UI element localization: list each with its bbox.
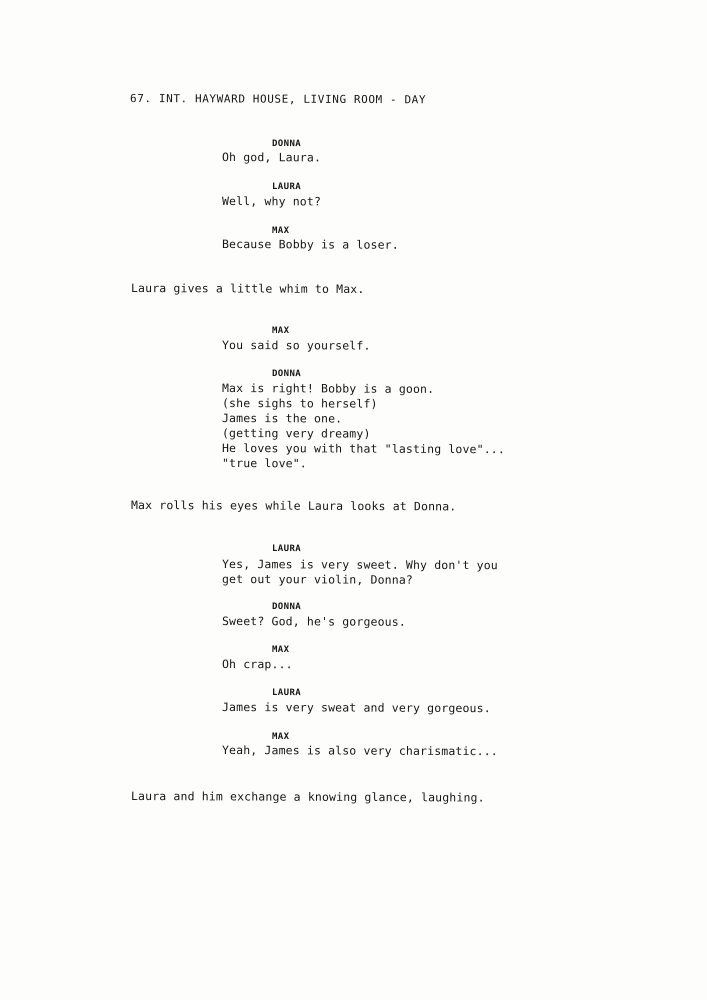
action-line: Max rolls his eyes while Laura looks at Donna. — [130, 498, 457, 514]
action-line: Laura and him exchange a knowing glance, laughing. — [130, 789, 485, 805]
character-name: MAX — [271, 326, 290, 337]
action-line: Laura gives a little whim to Max. — [130, 281, 365, 297]
character-name: DONNA — [271, 602, 302, 613]
dialogue-line: James is the one. — [221, 411, 343, 426]
dialogue-line: Yeah, James is also very charismatic... — [221, 743, 498, 759]
character-name: DONNA — [271, 369, 302, 380]
dialogue-line: He loves you with that "lasting love"... — [221, 441, 505, 457]
character-name: DONNA — [271, 139, 302, 150]
dialogue-line: (she sighs to herself) — [221, 396, 378, 411]
dialogue-line: Well, why not? — [221, 194, 322, 209]
character-name: MAX — [271, 645, 290, 656]
dialogue-line: James is very sweat and very gorgeous. — [221, 700, 491, 716]
dialogue-line: Max is right! Bobby is a goon. — [221, 381, 435, 396]
character-name: LAURA — [271, 688, 302, 699]
scene-heading: 67. INT. HAYWARD HOUSE, LIVING ROOM - DAY — [129, 92, 427, 107]
dialogue-line: Oh crap... — [221, 657, 293, 672]
dialogue-line: Yes, James is very sweet. Why don't you — [221, 557, 498, 573]
dialogue-line: (getting very dreamy) — [221, 426, 371, 441]
dialogue-line: Sweet? God, he's gorgeous. — [221, 614, 406, 629]
character-name: MAX — [271, 732, 290, 743]
character-name: LAURA — [271, 182, 302, 193]
dialogue-line: You said so yourself. — [221, 338, 371, 353]
dialogue-line: get out your violin, Donna? — [221, 572, 414, 587]
dialogue-line: Oh god, Laura. — [221, 150, 322, 165]
character-name: LAURA — [271, 544, 302, 555]
dialogue-line: Because Bobby is a loser. — [221, 237, 399, 252]
character-name: MAX — [271, 226, 290, 237]
dialogue-line: "true love". — [221, 456, 307, 471]
